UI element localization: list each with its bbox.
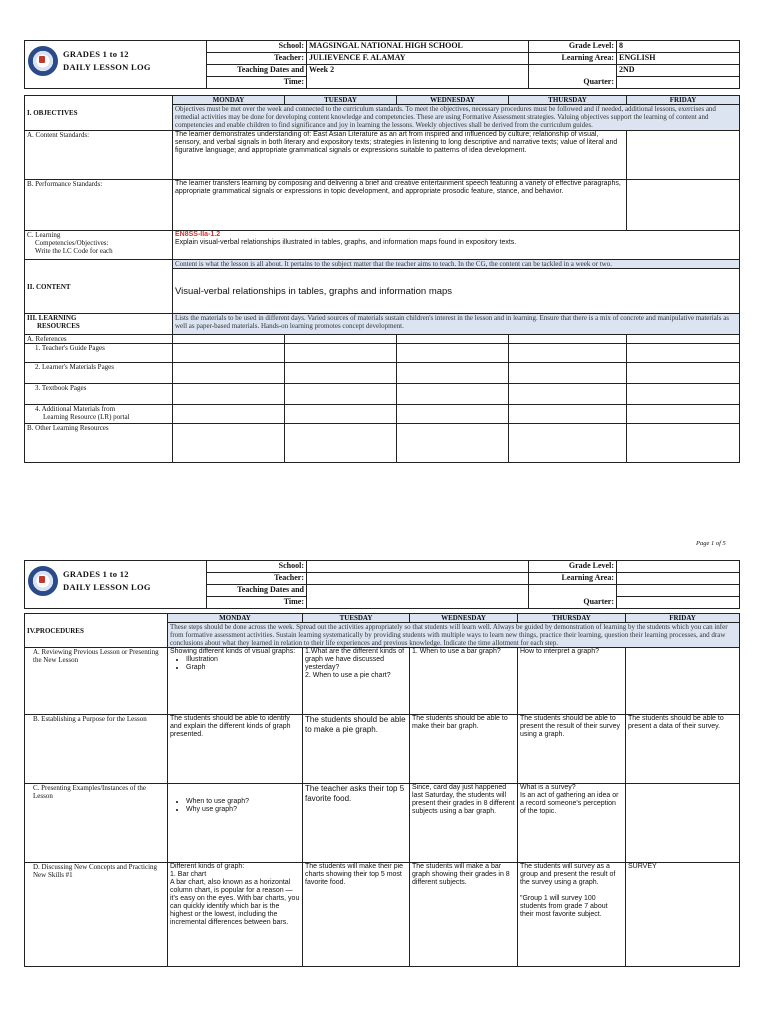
deped-seal-icon (28, 566, 58, 596)
page1-main-table (24, 95, 740, 463)
dates-label-2: Time: (207, 77, 307, 89)
competencies-text: Explain visual-verbal relationships illustrated in tables, graphs, and information maps found in expository texts. (175, 239, 517, 246)
day-header-tuesday: TUESDAY (285, 96, 397, 105)
day-header-monday: MONDAY (168, 614, 303, 623)
grade-level-label: Grade Level: (529, 41, 617, 53)
dates-value: Week 2 (307, 65, 529, 89)
deped-seal-icon (28, 46, 58, 76)
other-resources-label: B. Other Learning Resources (25, 424, 173, 463)
row-b-monday: The students should be able to identify and explain the different kinds of graph presented. (168, 715, 303, 784)
dates-label-1: Teaching Dates and (207, 65, 307, 77)
learning-area-label: Learning Area: (529, 53, 617, 65)
page-number: Page 1 of 5 (696, 540, 726, 547)
row-d-tuesday: The students will make their pie charts showing their top 5 most favorite food. (303, 863, 410, 967)
row-d-friday: SURVEY (626, 863, 740, 967)
day-header-tuesday: TUESDAY (303, 614, 410, 623)
row-d-wednesday: The students will make a bar graph showing their grades in 8 different subjects. (410, 863, 518, 967)
quarter-value: 2ND (617, 65, 740, 77)
header-logo-cell (25, 41, 207, 89)
objectives-title: I. OBJECTIVES (25, 96, 173, 131)
page1-header-table (24, 40, 740, 89)
page2-procedures-table (24, 613, 740, 967)
row-b-wednesday: The students should be able to make their bar graph. (410, 715, 518, 784)
day-header-friday: FRIDAY (626, 614, 740, 623)
row-a-monday: Showing different kinds of visual graphs: • Illustration • Graph (168, 648, 303, 715)
row-c-wednesday: Since, card day just happened last Saturday, the students will present their grades in 8 different subjects using a bar graph. (410, 784, 518, 863)
page2-header-table (24, 560, 740, 609)
dates-label-2: Time: (207, 597, 307, 609)
competencies-label: C. Learning Competencies/Objectives: Write the LC Code for each (25, 231, 173, 260)
grade-level-value: 8 (617, 41, 740, 53)
row-b-thursday: The students should be able to present the result of their survey using a graph. (518, 715, 626, 784)
performance-standards-label: B. Performance Standards: (25, 180, 173, 231)
resources-note: Lists the materials to be used in different days. Varied sources of materials sustain children's interest in the lesson and in learning. Ensure that there is a mix of concrete and manipulative materials as well as paper-based materials. Hands-on learning promotes concept development. (173, 314, 740, 335)
content-title: II. CONTENT (25, 260, 173, 314)
school-label: School: (207, 561, 307, 573)
performance-standards-text: The learner transfers learning by composing and delivering a brief and creative entertainment speech featuring a variety of effective paragraphs, appropriate grammatical signals or expressions in topic development, and appropriate prosodic feature, stance, and behavior. (173, 180, 627, 231)
learning-area-value: ENGLISH (617, 53, 740, 65)
teacher-label: Teacher: (207, 573, 307, 585)
content-standards-text: The learner demonstrates understanding of: East Asian Literature as an art from inspired and influenced by culture; relationship of visual, sensory, and verbal signals in both literary and expository texts; strategies in listening to long descriptive and narrative texts; value of literal and figurative language; and appropriate grammatical signals or expressions suitable to patterns of idea development. (173, 131, 627, 180)
list-item: • Why use graph? (186, 806, 300, 814)
log-title: DAILY LESSON LOG (63, 582, 151, 592)
procedures-note: These steps should be done across the week. Spread out the activities appropriately so that students will learn well. Always be guided by demonstration of learning by the students which you can infer from formative assessment activities. Sustain learning systematically by providing students with multiple ways to learn new things, practice their learning, question their learning processes, and draw conclusions about what they learned in relation to their life experiences and previous knowledge. Indicate the time allotment for each step. (168, 623, 740, 648)
grades-title: GRADES 1 to 12 (63, 49, 129, 59)
day-header-thursday: THURSDAY (518, 614, 626, 623)
competencies-cell (173, 231, 740, 260)
day-header-thursday: THURSDAY (509, 96, 627, 105)
teachers-guide-label: 1. Teacher's Guide Pages (25, 344, 173, 363)
row-c-label: C. Presenting Examples/Instances of the Lesson (25, 784, 168, 863)
objectives-note: Objectives must be met over the week and connected to the curriculum standards. To meet the objectives, necessary procedures must be followed and if needed, additional lessons, exercises and remedial activities may be done for developing content knowledge and competencies. These are using Formative Assessment strategies. Valuing objectives support the learning of content and competencies and enable children to find significance and joy in learning the lessons. Weekly objectives shall be derived from the curriculum guides. (173, 105, 740, 131)
row-d-label: D. Discussing New Concepts and Practicing New Skills #1 (25, 863, 168, 967)
row-a-thursday: How to interpret a graph? (518, 648, 626, 715)
row-c-thursday: What is a survey? Is an act of gathering an idea or a record someone's perception of the topic. (518, 784, 626, 863)
list-item: • When to use graph? (186, 798, 300, 806)
row-c-friday (626, 784, 740, 863)
header-logo-cell-2 (25, 561, 207, 609)
row-c-monday (168, 784, 303, 863)
textbook-label: 3. Textbook Pages (25, 384, 173, 405)
day-header-wednesday: WEDNESDAY (397, 96, 509, 105)
content-standards-label: A. Content Standards: (25, 131, 173, 180)
quarter-label: Quarter: (529, 77, 617, 89)
references-label: A. References (25, 335, 173, 344)
row-b-label: B. Establishing a Purpose for the Lesson (25, 715, 168, 784)
row-a-label: A. Reviewing Previous Lesson or Presenting the New Lesson (25, 648, 168, 715)
lc-code: EN8SS-IIa-1.2 (175, 231, 221, 238)
teacher-value: JULIEVENCE F. ALAMAY (307, 53, 529, 65)
row-a-tuesday: 1.What are the different kinds of graph we have discussed yesterday? 2. When to use a pie chart? (303, 648, 410, 715)
resources-title: III. LEARNING RESOURCES (25, 314, 173, 335)
quarter-label: Quarter: (529, 597, 617, 609)
row-b-friday: The students should be able to present a data of their survey. (626, 715, 740, 784)
day-header-monday: MONDAY (173, 96, 285, 105)
list-item: • Graph (186, 664, 300, 672)
school-label: School: (207, 41, 307, 53)
row-b-tuesday: The students should be able to make a pie graph. (303, 715, 410, 784)
log-title: DAILY LESSON LOG (63, 62, 151, 72)
list-item: • Illustration (186, 656, 300, 664)
school-value: MAGSINGAL NATIONAL HIGH SCHOOL (307, 41, 529, 53)
day-header-wednesday: WEDNESDAY (410, 614, 518, 623)
row-d-thursday: The students will survey as a group and present the result of the survey using a graph. "Group 1 will survey 100 students from grade 7 about their most favorite subject. (518, 863, 626, 967)
row-c-tuesday: The teacher asks their top 5 favorite food. (303, 784, 410, 863)
content-text: Visual-verbal relationships in tables, graphs and information maps (173, 269, 740, 314)
teacher-label: Teacher: (207, 53, 307, 65)
content-note: Content is what the lesson is all about. It pertains to the subject matter that the teacher aims to teach. In the CG, the content can be tackled in a week or two. (173, 260, 740, 269)
procedures-title: IV.PROCEDURES (25, 614, 168, 648)
learning-area-label: Learning Area: (529, 573, 617, 585)
additional-materials-label: 4. Additional Materials from Learning Resource (LR) portal (25, 405, 173, 424)
grades-title: GRADES 1 to 12 (63, 569, 129, 579)
learners-materials-label: 2. Learner's Materials Pages (25, 363, 173, 384)
day-header-friday: FRIDAY (627, 96, 740, 105)
row-d-monday: Different kinds of graph: 1. Bar chart A bar chart, also known as a horizontal column chart, is popular for a reason — it's easy on the eyes. With bar charts, you can quickly identify which bar is the highest or the lowest, including the incremental differences between bars. (168, 863, 303, 967)
row-a-wednesday: 1. When to use a bar graph? (410, 648, 518, 715)
dates-label-1: Teaching Dates and (207, 585, 307, 597)
row-a-friday (626, 648, 740, 715)
grade-level-label: Grade Level: (529, 561, 617, 573)
